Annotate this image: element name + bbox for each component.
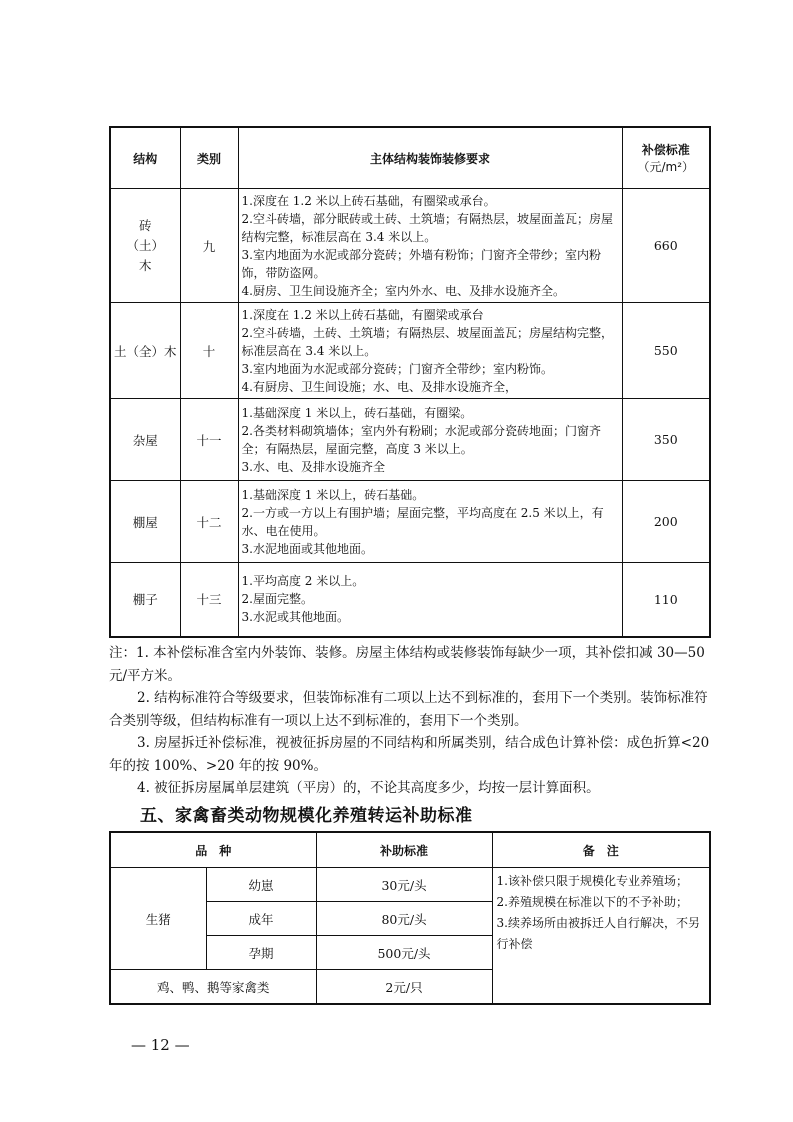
table-row	[110, 481, 710, 563]
table-row	[110, 303, 710, 399]
requirement-line: 1.深度在 1.2 米以上砖石基础，有圈梁或承台	[241, 307, 484, 322]
table-notes	[109, 642, 711, 800]
category-cell: 九	[180, 189, 238, 303]
table-header-row	[110, 832, 710, 868]
section-heading: 五、家禽畜类动物规模化养殖转运补助标准	[140, 806, 473, 826]
table-row	[110, 399, 710, 481]
requirement-line: 4.有厨房、卫生间设施；水、电、及排水设施齐全，	[241, 379, 517, 394]
requirement-line: 3.水泥地面或其他地面。	[241, 541, 373, 556]
species-pig-cell: 生猪	[110, 868, 206, 970]
requirement-line: 1.平均高度 2 米以上。	[241, 574, 365, 589]
requirement-line: 3.室内地面为水泥或部分瓷砖；门窗齐全带纱；室内粉饰。	[241, 361, 553, 376]
category-cell: 十	[180, 303, 238, 399]
subsidy-cell: 2元/只	[316, 970, 492, 1005]
standard-cell: 660	[622, 189, 710, 303]
standard-cell: 550	[622, 303, 710, 399]
requirement-line: 2.空斗砖墙，部分眠砖或土砖、土筑墙；有隔热层，坡屋面盖瓦；房屋结构完整，标准层高在 3.4 米以上。	[241, 211, 613, 244]
house-compensation-table	[109, 126, 711, 638]
structure-cell: 杂屋	[110, 399, 180, 481]
table-row	[110, 868, 710, 902]
requirement-line: 1.深度在 1.2 米以上砖石基础，有圈梁或承台。	[241, 193, 496, 208]
page-number: — 12 —	[131, 1036, 190, 1054]
structure-cell: 棚子	[110, 563, 180, 637]
requirements-cell	[238, 303, 622, 399]
requirements-cell	[238, 399, 622, 481]
subsidy-cell: 80元/头	[316, 902, 492, 936]
header-species: 品 种	[110, 832, 316, 868]
table-row	[110, 189, 710, 303]
stage-cell: 孕期	[206, 936, 316, 970]
livestock-subsidy-table	[109, 831, 711, 1005]
header-structure: 结构	[110, 127, 180, 189]
header-subsidy: 补助标准	[316, 832, 492, 868]
requirement-line: 3.室内地面为水泥或部分瓷砖；外墙有粉饰；门窗齐全带纱；室内粉饰，带防盗网。	[241, 247, 601, 280]
requirements-cell	[238, 563, 622, 637]
header-standard-unit: （元/m²）	[637, 160, 695, 174]
note-3: 3. 房屋拆迁补偿标准，视被征拆房屋的不同结构和所属类别，结合成色计算补偿：成色折算<20 年的按 100%、>20 年的按 90%。	[109, 735, 710, 774]
table-row	[110, 563, 710, 637]
requirement-line: 1.基础深度 1 米以上，砖石基础。	[241, 487, 425, 502]
note-2: 2. 结构标准符合等级要求，但装饰标准有二项以上达不到标准的，套用下一个类别。装饰标准符合类别等级，但结构标准有一项以上达不到标准的，套用下一个类别。	[109, 690, 708, 729]
standard-cell: 350	[622, 399, 710, 481]
requirement-line: 2.空斗砖墙，土砖、土筑墙；有隔热层、坡屋面盖瓦；房屋结构完整，标准层高在 3.4 米以上。	[241, 325, 613, 358]
requirement-line: 1.基础深度 1 米以上，砖石基础，有圈梁。	[241, 405, 473, 420]
species-poultry-cell: 鸡、鸭、鹅等家禽类	[110, 970, 316, 1005]
header-category: 类别	[180, 127, 238, 189]
requirement-line: 3.水、电、及排水设施齐全	[241, 459, 385, 474]
requirements-cell	[238, 481, 622, 563]
header-remarks: 备 注	[492, 832, 710, 868]
table-header-row	[110, 127, 710, 189]
requirement-line: 2.屋面完整。	[241, 592, 313, 607]
header-requirements: 主体结构装饰装修要求	[238, 127, 622, 189]
note-1: 注：1. 本补偿标准含室内外装饰、装修。房屋主体结构或装修装饰每缺少一项，其补偿扣减 30—50 元/平方米。	[109, 645, 705, 684]
remarks-cell	[492, 868, 710, 1005]
subsidy-cell: 500元/头	[316, 936, 492, 970]
standard-cell: 110	[622, 563, 710, 637]
stage-cell: 幼崽	[206, 868, 316, 902]
requirement-line: 2.各类材料砌筑墙体；室内外有粉刷；水泥或部分瓷砖地面；门窗齐全；有隔热层，屋面完整，高度 3 米以上。	[241, 423, 601, 456]
category-cell: 十二	[180, 481, 238, 563]
requirement-line: 4.厨房、卫生间设施齐全；室内外水、电、及排水设施齐全。	[241, 283, 565, 298]
structure-cell: 土（全）木	[110, 303, 180, 399]
requirement-line: 3.水泥或其他地面。	[241, 610, 349, 625]
remark-line: 3.续养场所由被拆迁人自行解决，不另行补偿	[496, 916, 700, 951]
remark-line: 2.养殖规模在标准以下的不予补助；	[496, 895, 688, 909]
header-standard	[622, 127, 710, 189]
stage-cell: 成年	[206, 902, 316, 936]
header-standard-label: 补偿标准	[641, 143, 690, 157]
remark-line: 1.该补偿只限于规模化专业养殖场；	[496, 874, 688, 888]
requirement-line: 2.一方或一方以上有围护墙；屋面完整，平均高度在 2.5 米以上，有水、电在使用。	[241, 505, 604, 538]
note-4: 4. 被征拆房屋属单层建筑（平房）的，不论其高度多少，均按一层计算面积。	[137, 780, 600, 796]
subsidy-cell: 30元/头	[316, 868, 492, 902]
category-cell: 十一	[180, 399, 238, 481]
standard-cell: 200	[622, 481, 710, 563]
structure-cell: 砖（土）木	[110, 189, 180, 303]
structure-cell: 棚屋	[110, 481, 180, 563]
requirements-cell	[238, 189, 622, 303]
category-cell: 十三	[180, 563, 238, 637]
